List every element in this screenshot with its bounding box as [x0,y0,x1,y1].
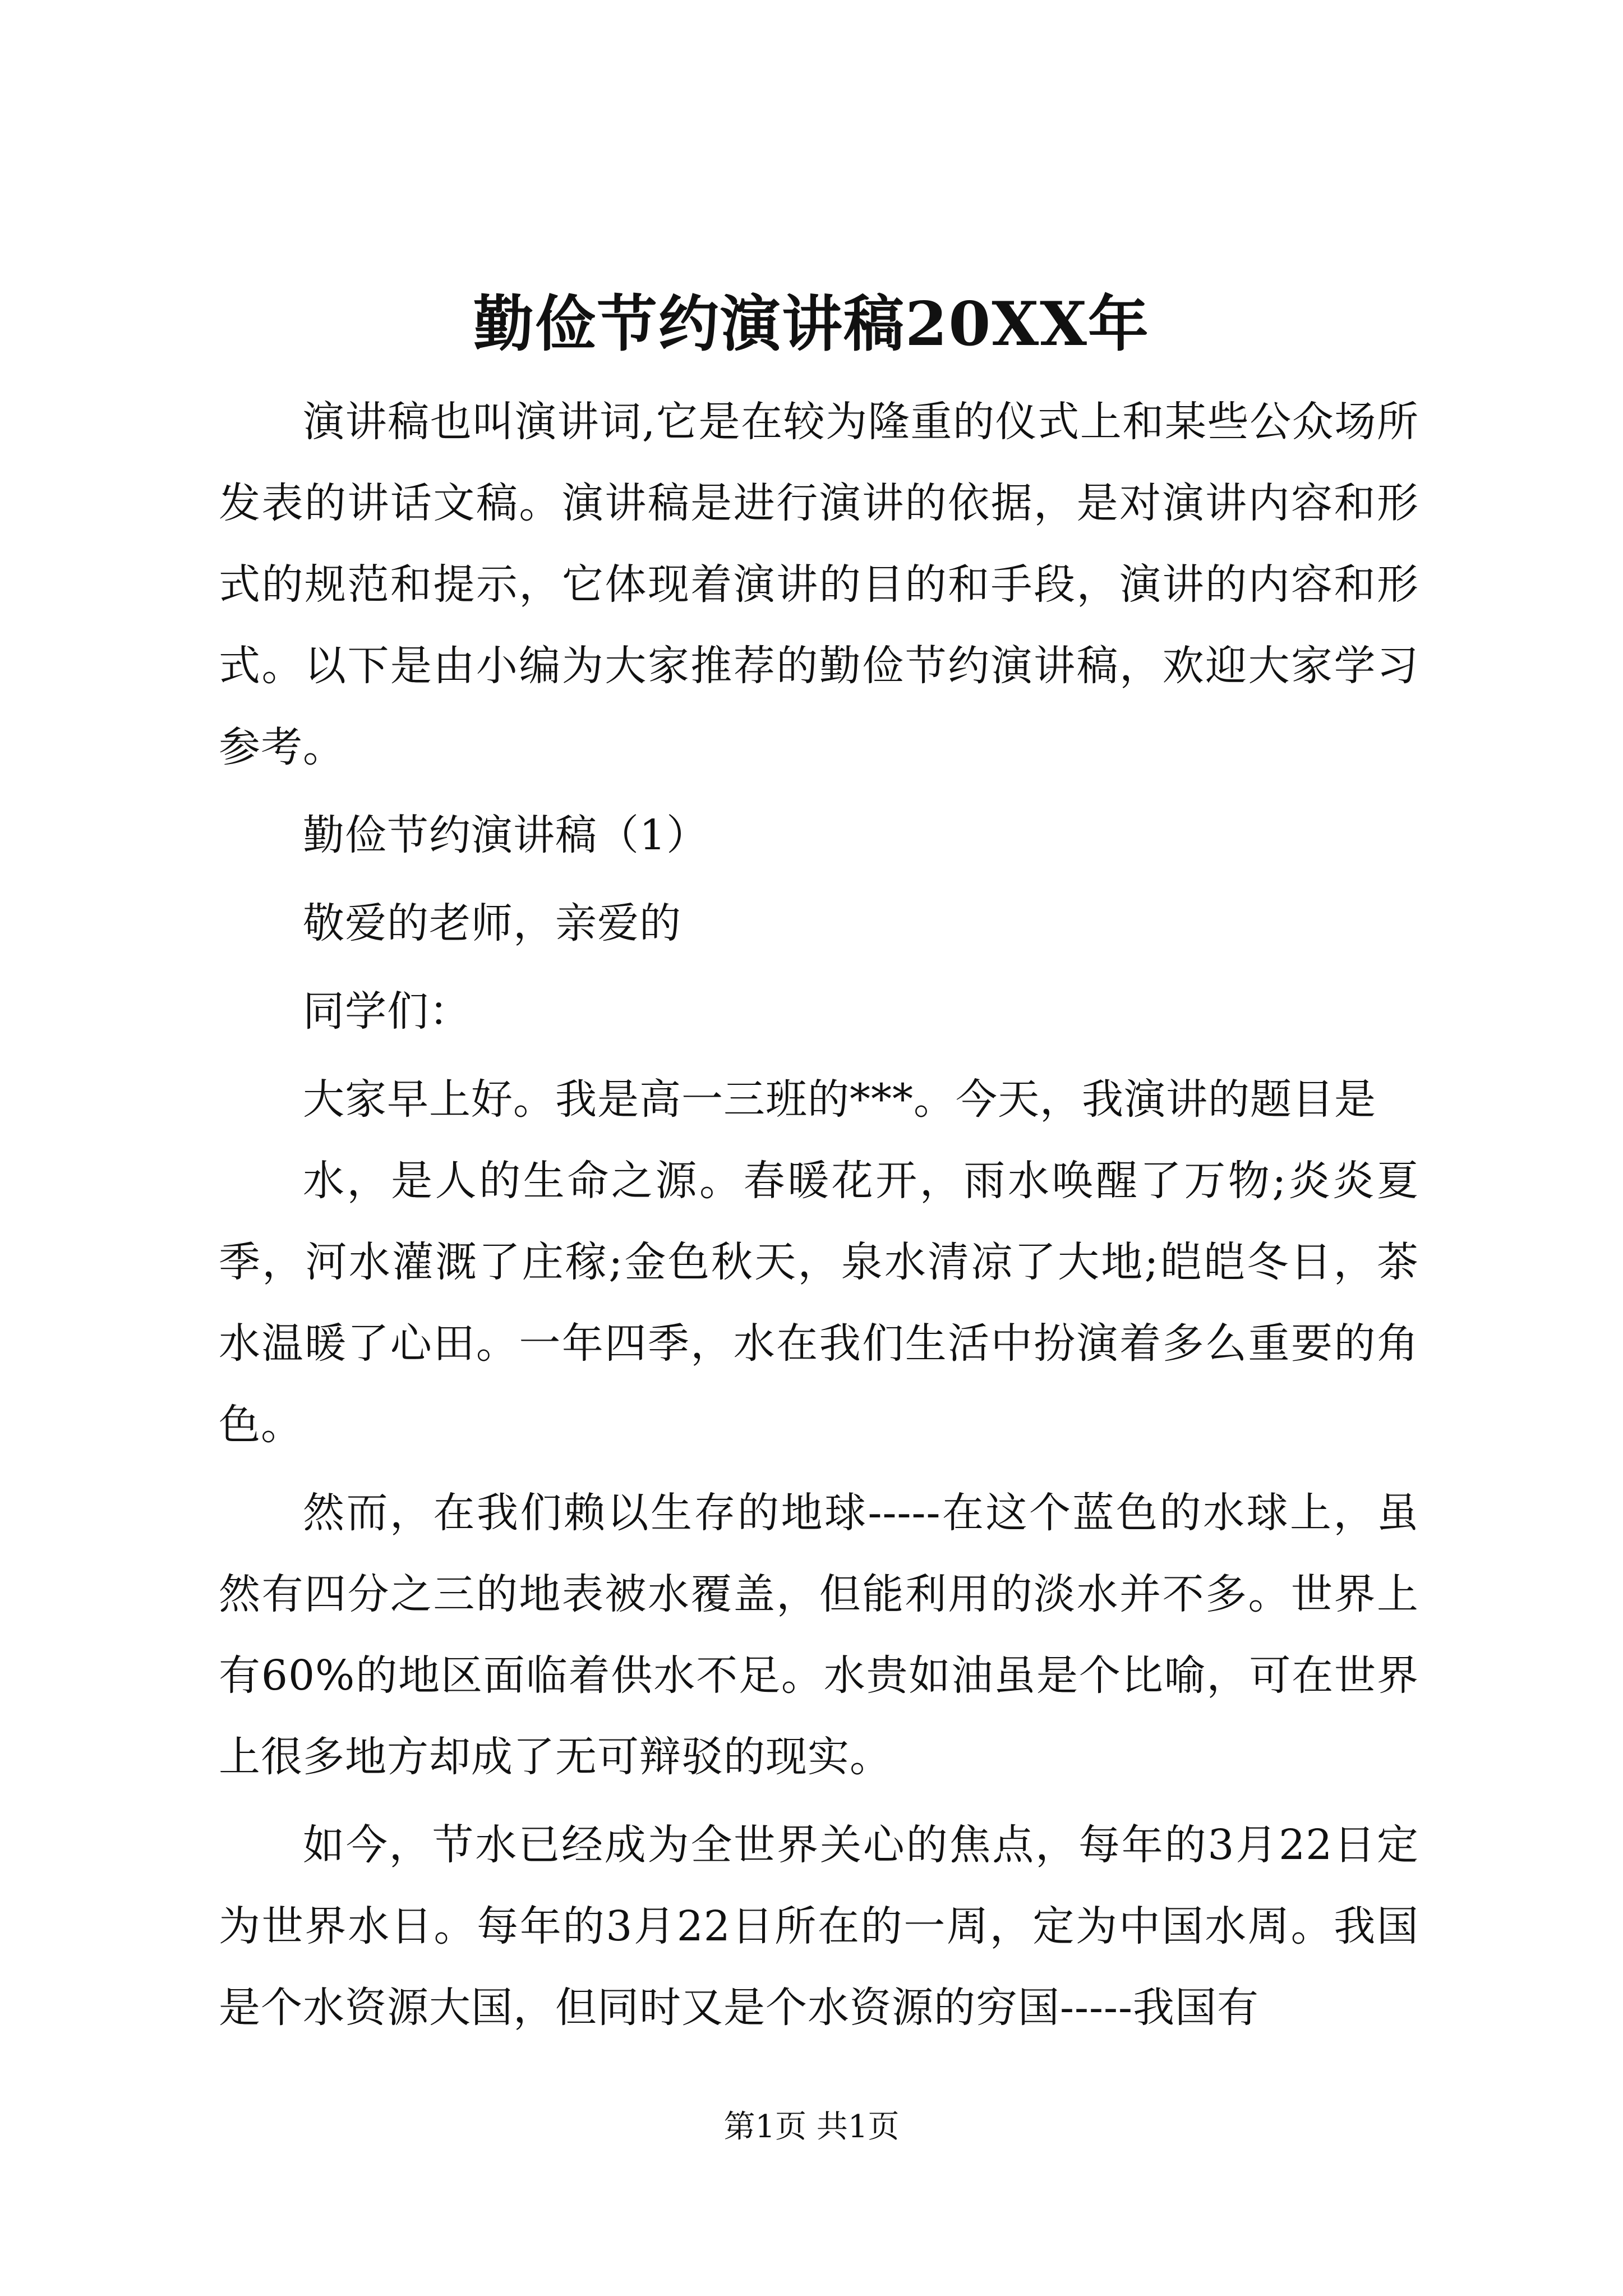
document-title: 勤俭节约演讲稿20XX年 [473,289,1150,360]
paragraph-earth-water: 然而，在我们赖以生存的地球-----在这个蓝色的水球上，虽然有四分之三的地表被水覆盖，但能利用的淡水并不多。世界上有60%的地区面临着供水不足。水贵如油虽是个比喻，可在世界上很多地方却成了无可辩驳的现实。 [219,1489,1419,1781]
document-body [219,381,1419,2049]
paragraph-greeting: 大家早上好。我是高一三班的***。今天，我演讲的题目是 [303,1075,1376,1124]
paragraph-salutation-classmates: 同学们： [303,987,471,1036]
paragraph-salutation: 敬爱的老师，亲爱的 [303,899,681,947]
paragraph-world-water-day: 如今，节水已经成为全世界关心的焦点，每年的3月22日定为世界水日。每年的3月22日所在的一周，定为中国水周。我国是个水资源大国，但同时又是个水资源的穷国-----我国有 [219,1821,1419,2032]
paragraph-intro: 演讲稿也叫演讲词,它是在较为隆重的仪式上和某些公众场所发表的讲话文稿。演讲稿是进行演讲的依据，是对演讲内容和形式的规范和提示，它体现着演讲的目的和手段，演讲的内容和形式。以下是由小编为大家推荐的勤俭节约演讲稿，欢迎大家学习参考。 [219,398,1419,771]
page-footer: 第1页 共1页 [723,2109,900,2145]
paragraph-speech-heading: 勤俭节约演讲稿（1） [303,811,709,859]
paragraph-water-life: 水，是人的生命之源。春暖花开，雨水唤醒了万物;炎炎夏季，河水灌溉了庄稼;金色秋天，泉水清凉了大地;皑皑冬日，茶水温暖了心田。一年四季，水在我们生活中扮演着多么重要的角色。 [219,1157,1419,1449]
